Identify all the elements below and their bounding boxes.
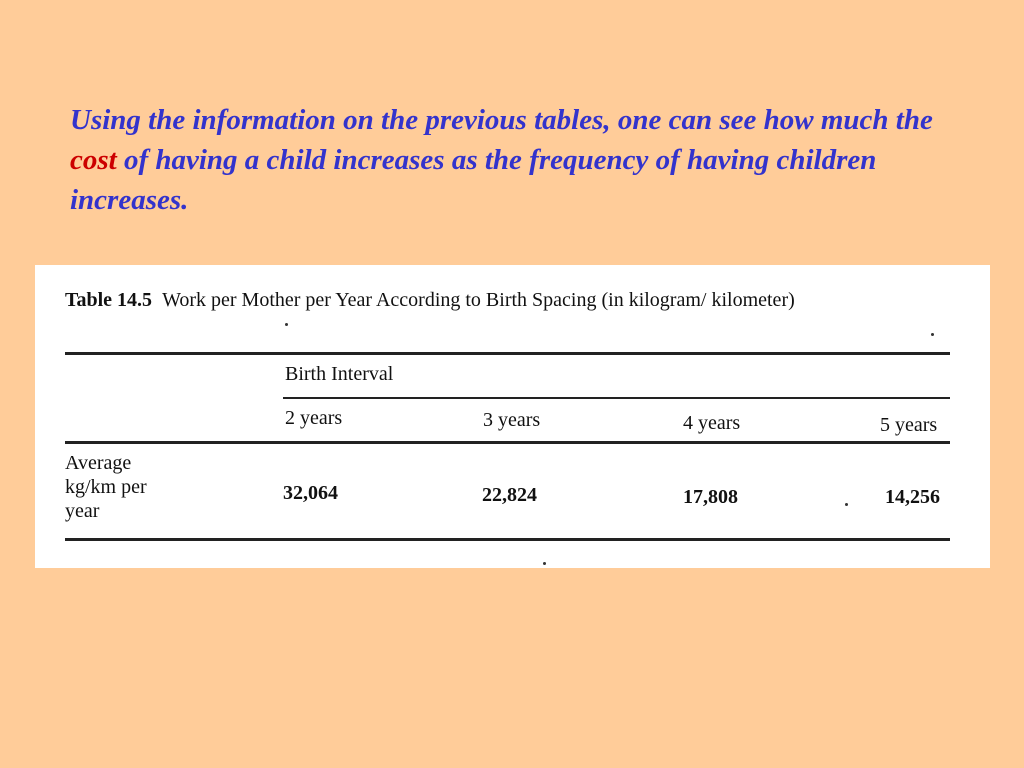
group-header-rule [283,397,950,399]
table-caption [65,287,945,313]
paragraph-text-end: of having a child increases as the frequency of having children increases. [70,144,877,216]
bottom-rule [65,538,950,541]
scan-speck [285,323,288,326]
value-2-years: 32,064 [283,482,338,504]
row-label-average: Average kg/km per year [65,452,147,522]
birth-interval-header: Birth Interval [285,363,394,385]
scan-speck [543,562,546,565]
value-4-years: 17,808 [683,486,738,508]
column-header-3-years: 3 years [483,409,541,431]
table-title: Work per Mother per Year According to Birth Spacing (in kilogram/ kilometer) [162,289,795,311]
paragraph-text-start: Using the information on the previous tables, one can see how much the [70,104,933,136]
highlighted-word-cost: cost [70,144,117,176]
table-number: Table 14.5 [65,289,153,311]
value-3-years: 22,824 [482,484,537,506]
value-5-years: 14,256 [885,486,940,508]
scan-speck [845,503,848,506]
scan-speck [931,333,934,336]
column-header-5-years: 5 years [880,414,938,436]
slide-paragraph [70,100,970,220]
top-rule [65,352,950,355]
column-header-2-years: 2 years [285,407,343,429]
header-rule [65,441,950,444]
scanned-table-image [35,265,990,568]
column-header-4-years: 4 years [683,412,741,434]
